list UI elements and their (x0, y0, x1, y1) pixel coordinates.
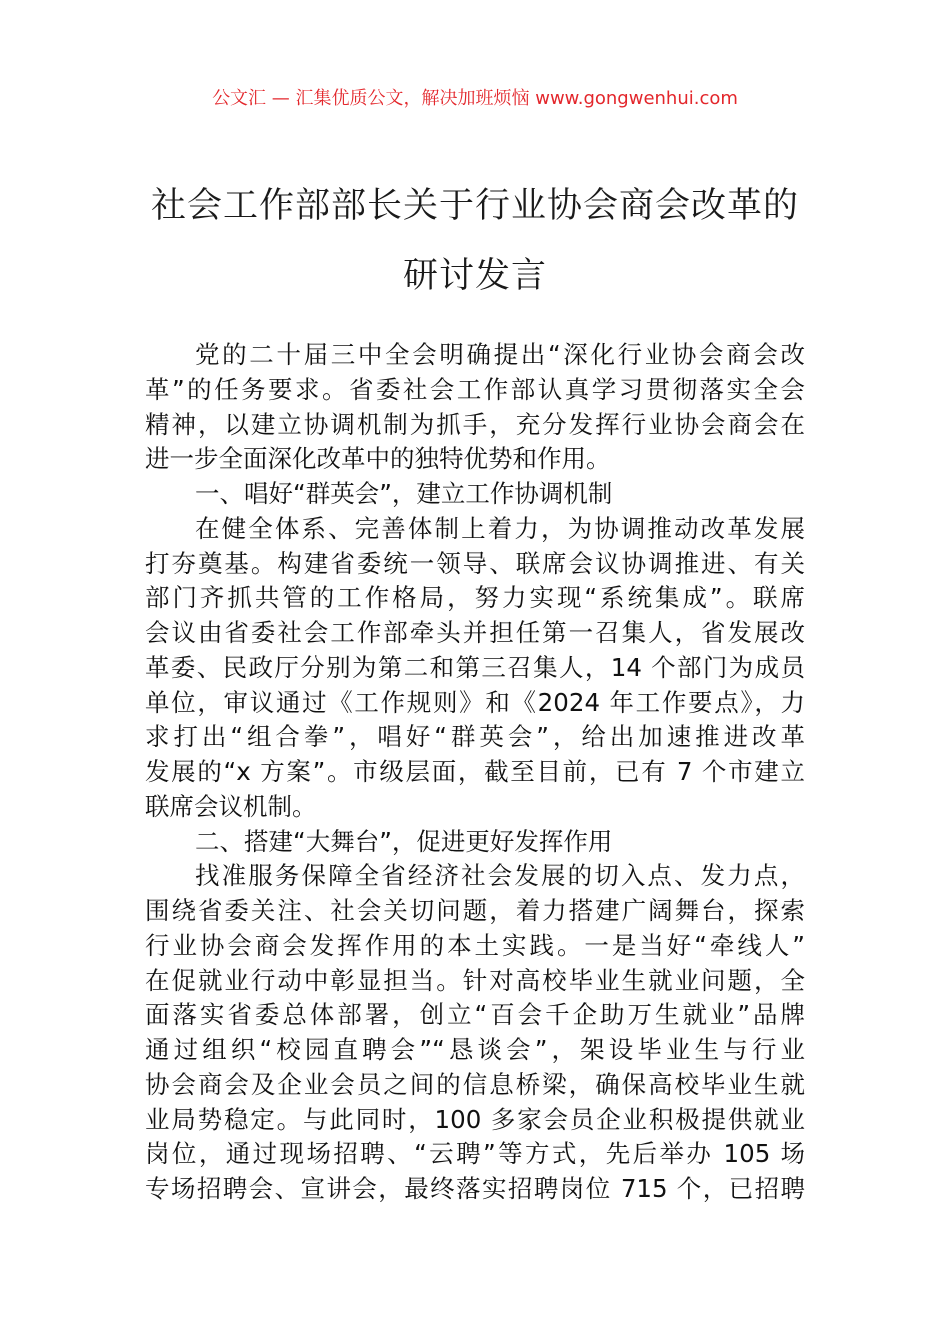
body-text-line: 专场招聘会、宣讲会，最终落实招聘岗位 715 个，已招聘 (145, 1174, 805, 1203)
body-text-line: 通过组织“校园直聘会”“恳谈会”，架设毕业生与行业 (145, 1035, 805, 1064)
document-title-line-2: 研讨发言 (402, 256, 547, 296)
document-title-line-1: 社会工作部部长关于行业协会商会改革的 (150, 186, 799, 226)
body-text-line: 单位，审议通过《工作规则》和《2024 年工作要点》，力 (145, 687, 805, 717)
body-text-line: 联席会议机制。 (145, 791, 317, 821)
document-body (145, 338, 805, 1207)
body-text-line: 面落实省委总体部署，创立“百会千企助万生就业”品牌 (145, 1000, 805, 1030)
body-text-line: 党的二十届三中全会明确提出“深化行业协会商会改 (195, 340, 805, 369)
body-text-line: 业局势稳定。与此同时，100 多家会员企业积极提供就业 (145, 1104, 805, 1134)
body-text-line: 求打出“组合拳”，唱好“群英会”，给出加速推进改革 (145, 722, 805, 752)
body-text-line: 进一步全面深化改革中的独特优势和作用。 (145, 444, 611, 474)
watermark-header: 公文汇 — 汇集优质公文，解决加班烦恼 www.gongwenhui.com (212, 88, 738, 109)
body-text-line: 岗位，通过现场招聘、“云聘”等方式，先后举办 105 场 (145, 1139, 805, 1169)
body-text-line: 在促就业行动中彰显担当。针对高校毕业生就业问题，全 (145, 965, 805, 995)
body-text-line: 协会商会及企业会员之间的信息桥梁，确保高校毕业生就 (145, 1069, 805, 1099)
body-text-line: 二、搭建“大舞台”，促进更好发挥作用 (195, 826, 613, 856)
body-text-line: 一、唱好“群英会”，建立工作协调机制 (195, 479, 613, 508)
body-text-line: 革委、民政厅分别为第二和第三召集人，14 个部门为成员 (145, 652, 805, 682)
body-text-line: 在健全体系、完善体制上着力，为协调推动改革发展 (195, 513, 805, 543)
body-text-line: 找准服务保障全省经济社会发展的切入点、发力点， (195, 861, 805, 891)
body-text-line: 打夯奠基。构建省委统一领导、联席会议协调推进、有关 (145, 548, 805, 578)
body-text-line: 革”的任务要求。省委社会工作部认真学习贯彻落实全会 (145, 374, 805, 404)
body-text-line: 精神，以建立协调机制为抓手，充分发挥行业协会商会在 (145, 409, 805, 439)
body-text-line: 发展的“x 方案”。市级层面，截至目前，已有 7 个市建立 (145, 757, 805, 786)
body-text-line: 会议由省委社会工作部牵头并担任第一召集人，省发展改 (145, 618, 805, 647)
body-text-line: 部门齐抓共管的工作格局，努力实现“系统集成”。联席 (145, 583, 805, 613)
body-text-line: 行业协会商会发挥作用的本土实践。一是当好“牵线人” (145, 930, 805, 960)
body-text-line: 围绕省委关注、社会关切问题，着力搭建广阔舞台，探索 (145, 896, 805, 925)
